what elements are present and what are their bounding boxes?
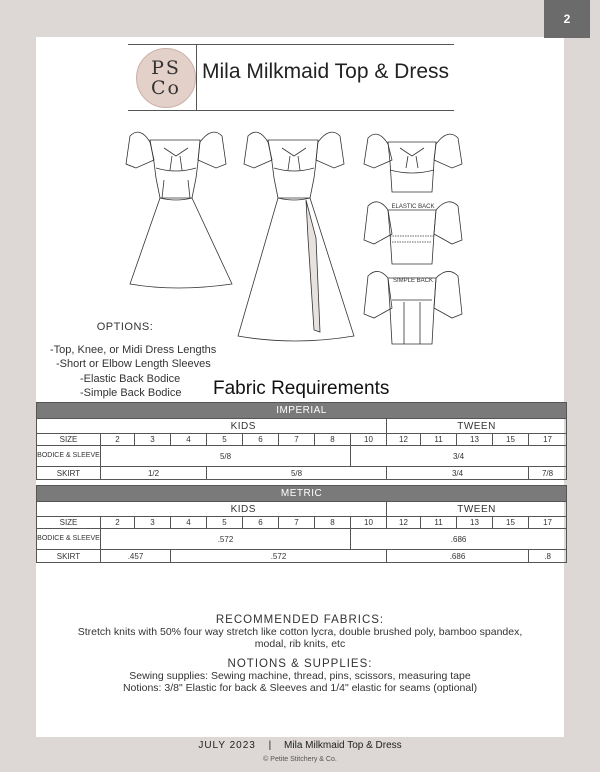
size-cell: 15	[493, 434, 529, 446]
skirt-value: 7/8	[529, 467, 567, 480]
size-cell: 2	[101, 517, 135, 529]
top-sketch	[364, 134, 462, 192]
metric-table	[36, 485, 567, 563]
notions-supplies	[36, 658, 564, 694]
bodice-value: 5/8	[101, 446, 351, 467]
size-cell: 12	[387, 517, 421, 529]
size-cell: 17	[529, 434, 567, 446]
size-cell: 5	[207, 517, 243, 529]
size-cell: 3	[135, 517, 171, 529]
bodice-value: .572	[101, 529, 351, 550]
size-cell: 3	[135, 434, 171, 446]
size-cell: 7	[279, 517, 315, 529]
option-item: -Elastic Back Bodice	[80, 372, 181, 385]
midi-dress-sketch	[238, 132, 354, 341]
elastic-back-sketch	[364, 202, 462, 264]
bodice-value: 3/4	[351, 446, 567, 467]
size-cell: 13	[457, 434, 493, 446]
bodice-sleeve-label: BODICE & SLEEVE	[37, 446, 101, 467]
size-cell: 5	[207, 434, 243, 446]
header-divider	[196, 44, 197, 110]
header-rule-bottom	[128, 110, 454, 111]
recommended-line: Stretch knits with 50% four way stretch like cotton lycra, double brushed poly, bamboo spandex,	[77, 626, 523, 638]
footer-date: JULY 2023	[198, 740, 256, 751]
page-number: 2	[563, 12, 571, 26]
size-cell: 6	[243, 434, 279, 446]
garment-illustrations	[120, 118, 490, 350]
skirt-value: 5/8	[207, 467, 387, 480]
size-cell: 8	[315, 434, 351, 446]
header-rule-top	[128, 44, 454, 45]
size-cell: 10	[351, 434, 387, 446]
tween-label: TWEEN	[387, 419, 567, 434]
size-cell: 11	[421, 434, 457, 446]
skirt-value: 3/4	[387, 467, 529, 480]
footer-copyright: © Petite Stitchery & Co.	[263, 756, 337, 763]
option-item: -Short or Elbow Length Sleeves	[56, 358, 211, 370]
logo-line-1: PS	[151, 57, 181, 79]
kids-label: KIDS	[101, 502, 387, 517]
notions-line: Sewing supplies: Sewing machine, thread, pins, scissors, measuring tape	[129, 670, 471, 682]
skirt-value: .457	[101, 550, 171, 563]
size-cell: 15	[493, 517, 529, 529]
logo-line-2: Co	[151, 77, 181, 99]
notions-line: Notions: 3/8" Elastic for back & Sleeves and 1/4" elastic for seams (optional)	[122, 682, 478, 694]
size-label: SIZE	[37, 434, 101, 446]
notions-heading: NOTIONS & SUPPLIES:	[227, 658, 373, 670]
skirt-label: SKIRT	[37, 467, 101, 480]
skirt-value: .686	[387, 550, 529, 563]
size-cell: 6	[243, 517, 279, 529]
tween-label: TWEEN	[387, 502, 567, 517]
footer	[0, 740, 600, 751]
options-heading: OPTIONS:	[96, 321, 154, 333]
footer-title: Mila Milkmaid Top & Dress	[284, 740, 402, 751]
bodice-value: .686	[351, 529, 567, 550]
option-item: -Simple Back Bodice	[80, 387, 182, 399]
size-cell: 13	[457, 517, 493, 529]
page-number-tab	[544, 0, 590, 38]
brand-logo	[136, 48, 196, 108]
option-item: -Top, Knee, or Midi Dress Lengths	[50, 343, 217, 356]
recommended-line: modal, rib knits, etc	[254, 638, 346, 650]
elastic-back-label: ELASTIC BACK	[391, 204, 435, 210]
size-cell: 11	[421, 517, 457, 529]
size-cell: 2	[101, 434, 135, 446]
recommended-heading: RECOMMENDED FABRICS:	[215, 614, 385, 626]
skirt-value: .572	[171, 550, 387, 563]
size-cell: 8	[315, 517, 351, 529]
skirt-value: 1/2	[101, 467, 207, 480]
footer-separator: |	[268, 740, 272, 751]
size-cell: 7	[279, 434, 315, 446]
bodice-sleeve-label: BODICE & SLEEVE	[37, 529, 101, 550]
size-cell: 4	[171, 434, 207, 446]
recommended-fabrics	[36, 614, 564, 650]
skirt-value: .8	[529, 550, 567, 563]
size-label: SIZE	[37, 517, 101, 529]
fabric-requirements-title: Fabric Requirements	[213, 378, 390, 399]
document-title: Mila Milkmaid Top & Dress	[202, 60, 450, 83]
size-cell: 10	[351, 517, 387, 529]
kids-label: KIDS	[101, 419, 387, 434]
size-cell: 12	[387, 434, 421, 446]
options-list	[40, 320, 240, 401]
imperial-heading: IMPERIAL	[37, 403, 567, 419]
knee-dress-sketch	[126, 132, 232, 288]
size-cell: 4	[171, 517, 207, 529]
metric-heading: METRIC	[37, 486, 567, 502]
imperial-table	[36, 402, 567, 480]
skirt-label: SKIRT	[37, 550, 101, 563]
size-cell: 17	[529, 517, 567, 529]
simple-back-label: SIMPLE BACK	[392, 278, 434, 284]
